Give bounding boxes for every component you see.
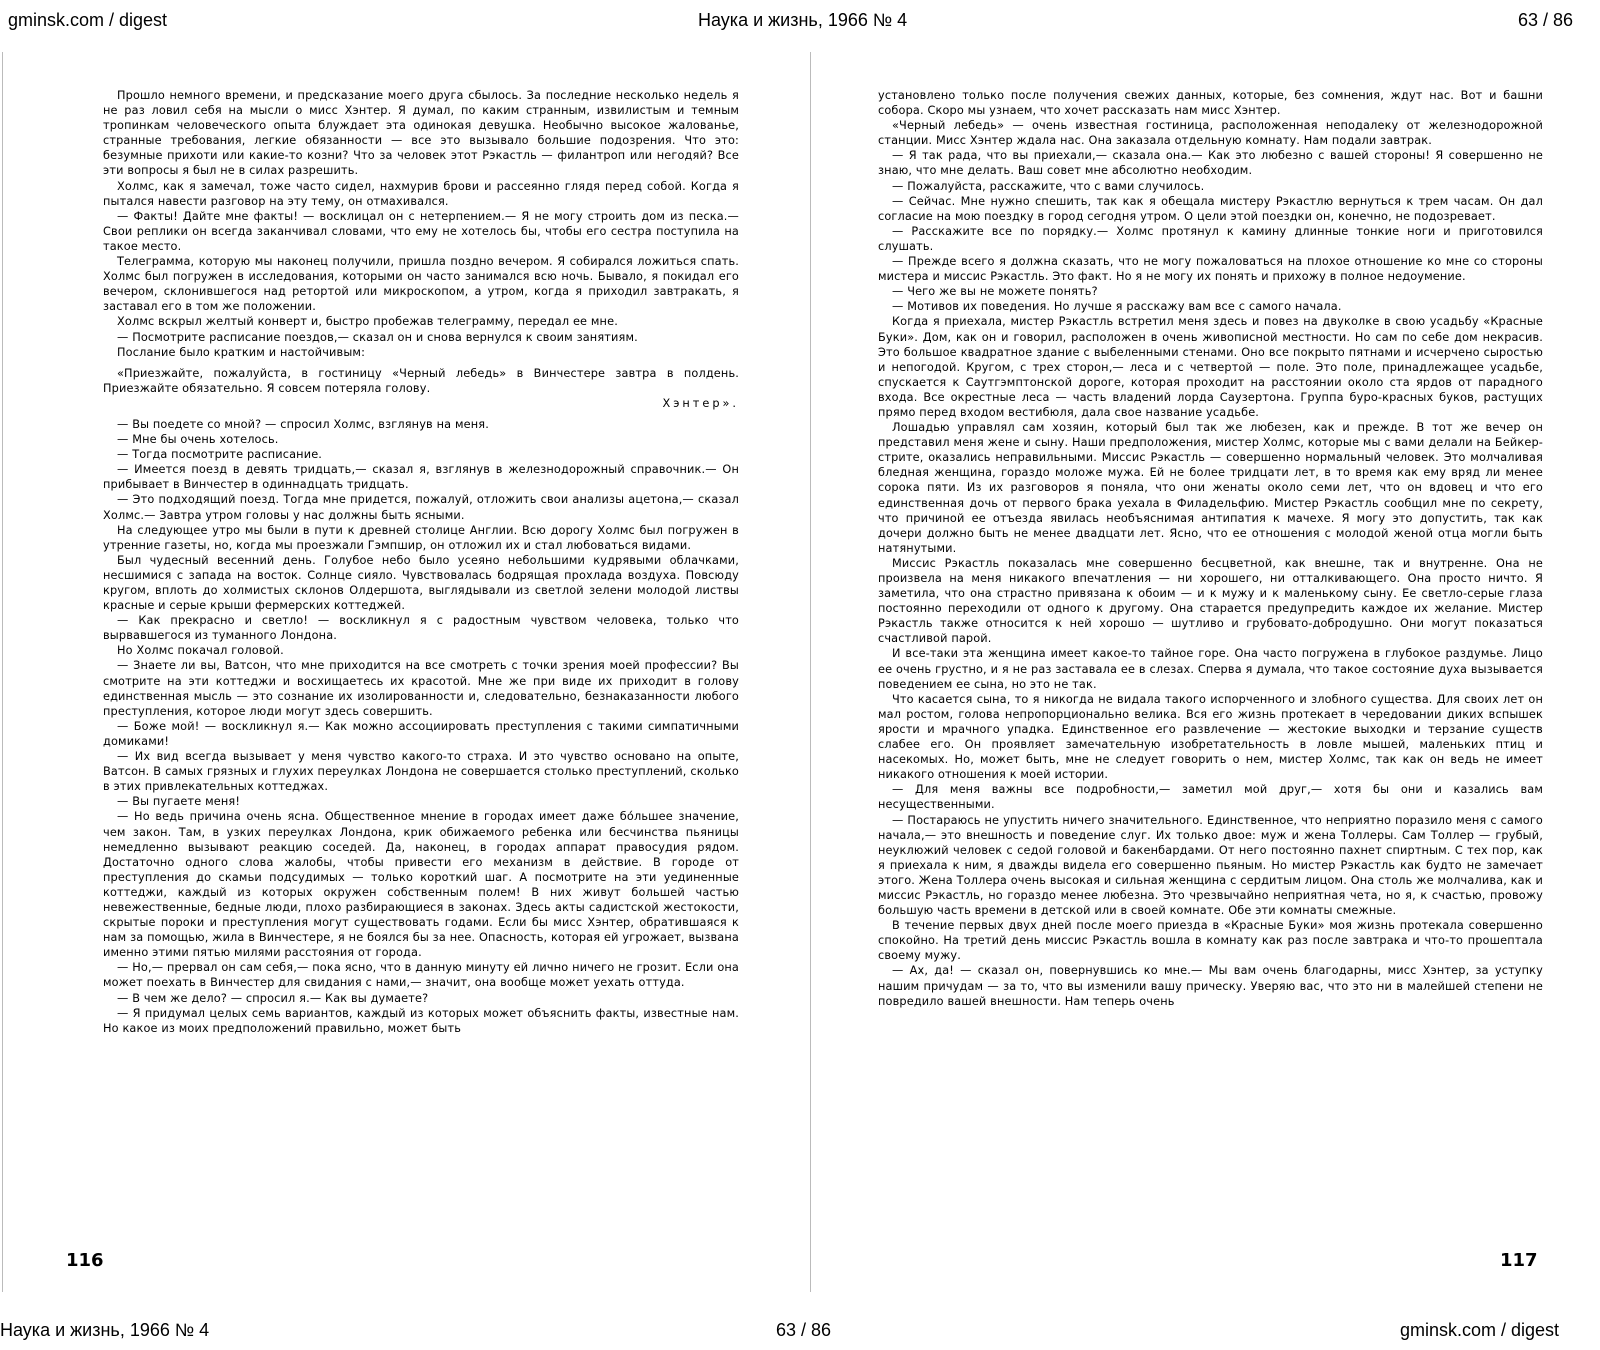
paragraph: Когда я приехала, мистер Рэкастль встретил меня здесь и повез на двуколке в свою усадьбу «Красные Буки». Дом, как он и говорил, расположен в очень живописной местности. Но сам по себе дом некрасив. Это большое квадратное здание с выбеленными стенами. Оно все покрыто пятнами и исчерчено сыростью и непогодой. Кругом, с трех сторон,— леса и с четвертой — поле. Это поле, принадлежащее усадьбе, спускается к Саутгэмптонской дороге, которая проходит на расстоянии около ста ярдов от парадного входа. Все окрестные леса — часть владений лорда Саузертона. Группа буро-красных буков, растущих прямо перед входом вестибюля, дала свое название усадьбе. — [878, 315, 1543, 419]
paragraph: — Но ведь причина очень ясна. Общественное мнение в городах имеет даже бо́льшее значение, чем закон. Там, в узких переулках Лондона, крик обижаемого ребенка или бесчинства пьяницы немедленно вызывают реакцию соседей. Да, наконец, в городах аппарат правосудия рядом. Достаточно одного слова жалобы, чтобы привести его механизм в действие. В городе от преступления до скамьи подсудимых — только короткий шаг. А посмотрите на эти уединенные коттеджи, каждый из которых окружен собственным полем! В них живут большей частью невежественные, бедные люди, плохо разбирающиеся в законах. Здесь акты садистской жестокости, скрытые пороки и преступления могут существовать годами. Если бы мисс Хэнтер, обратившаяся к нам за помощью, жила в Винчестере, я не боялся бы за нее. Опасность, которая ей угрожает, вызвана именно этими пятью милями расстояния от города. — [103, 810, 739, 960]
paragraph: Но Холмс покачал головой. — [117, 644, 284, 658]
paragraph: Миссис Рэкастль показалась мне совершенно бесцветной, как внешне, так и внутренне. Она не произвела на меня никакого впечатления — ни хорошего, ни отталкивающего. Она просто ничто. Я заметила, что она страстно привязана к обоим — и к мужу и к маленькому сыну. Ее светло-серые глаза постоянно переходили от одного к другому. Она старается предупредить каждое их желание. Мистер Рэкастль также относится к ней хорошо — шутливо и грубовато-добродушно. Они могут показаться счастливой парой. — [878, 556, 1543, 646]
page-number-right: 117 — [1500, 1250, 1538, 1271]
paragraph: В течение первых двух дней после моего приезда в «Красные Буки» моя жизнь протекала совершенно спокойно. На третий день миссис Рэкастль вошла в комнату как раз после завтрака и что-то прошептала своему мужу. — [878, 919, 1543, 963]
header-site[interactable]: gminsk.com / digest — [8, 10, 168, 30]
paragraph: — Вы поедете со мной? — спросил Холмс, взглянув на меня. — [117, 417, 489, 431]
paragraph: На следующее утро мы были в пути к древней столице Англии. Всю дорогу Холмс был погружен в утренние газеты, но, когда мы проезжали Гэмпшир, он отложил их и стал любоваться видами. — [103, 523, 739, 552]
page-divider — [810, 52, 811, 1292]
paragraph: И все-таки эта женщина имеет какое-то тайное горе. Она часто погружена в глубокое раздумье. Лицо ее очень грустно, и я не раз заставала ее в слезах. Сперва я думала, что такое состояние духа вызывается поведением ее сына, но это не так. — [878, 647, 1543, 691]
paragraph: — Пожалуйста, расскажите, что с вами случилось. — [892, 179, 1205, 193]
paragraph: — В чем же дело? — спросил я.— Как вы думаете? — [117, 991, 429, 1005]
paragraph: — Ах, да! — сказал он, повернувшись ко мне.— Мы вам очень благодарны, мисс Хэнтер, за уступку нашим причудам — за то, что вы изменили вашу прическу. Уверяю вас, что это ни в малейшей степени не повредило вашей внешности. Нам теперь очень — [878, 964, 1543, 1008]
paragraph: — Факты! Дайте мне факты! — восклицал он с нетерпением.— Я не могу строить дом из песка.— Свои реплики он всегда заканчивал словами, что ему не хотелось бы, чтобы его сестра поступила на такое место. — [103, 209, 739, 253]
paragraph: — Прежде всего я должна сказать, что не могу пожаловаться на плохое отношение ко мне со стороны мистера и миссис Рэкастль. Это факт. Но я не могу их понять и прихожу в полное недоумение. — [878, 255, 1543, 284]
paragraph: — Их вид всегда вызывает у меня чувство какого-то страха. И это чувство основано на опыте, Ватсон. В самых грязных и глухих переулках Лондона не совершается столько преступлений, сколько в этих привлекательных коттеджах. — [103, 750, 739, 794]
paragraph: — Вы пугаете меня! — [117, 795, 241, 809]
paragraph: «Черный лебедь» — очень известная гостиница, расположенная неподалеку от железнодорожной станции. Мисс Хэнтер ждала нас. Она заказала отдельную комнату. Нам подали завтрак. — [878, 119, 1543, 148]
paragraph: — Сейчас. Мне нужно спешить, так как я обещала мистеру Рэкастлю вернуться к трем часам. Он дал согласие на мою поездку в город сегодня утром. О цели этой поездки он, конечно, не подозревает. — [878, 194, 1543, 223]
left-page — [103, 88, 739, 1036]
paragraph: — Тогда посмотрите расписание. — [117, 448, 323, 462]
paragraph: Телеграмма, которую мы наконец получили, пришла поздно вечером. Я собирался ложиться спать. Холмс был погружен в исследования, которыми он часто занимался всю ночь. Бывало, я покидал его вечером, склонившегося над ретортой или микроскопом, а утром, когда я приходил завтракать, я заставал его в том же положении. — [103, 255, 739, 314]
paragraph: Лошадью управлял сам хозяин, который был так же любезен, как и прежде. В тот же вечер он представил меня жене и сыну. Наши предположения, мистер Холмс, которые мы с вами делали на Бейкер-стрите, оказались неправильными. Миссис Рэкастль — совершенно нормальный человек. Это молчаливая бледная женщина, гораздо моложе мужа. Ей не более тридцати лет, в то время как ему вряд ли менее сорока пяти. Из их разговоров я поняла, что они женаты около семи лет, что он вдовец и что его единственная дочь от первого брака уехала в Филадельфию. Мистер Рэкастль сообщил мне по секрету, что причиной ее отъезда явилась необъяснимая антипатия к мачехе. Я могу это допустить, так как дочери должно быть не менее двадцати лет. Ясно, что ее отношения с молодой женой отца могли быть натянутыми. — [878, 421, 1543, 555]
paragraph: — Посмотрите расписание поездов,— сказал он и снова вернулся к своим занятиям. — [117, 330, 638, 344]
paragraph: — Мотивов их поведения. Но лучше я расскажу вам все с самого начала. — [892, 300, 1342, 314]
header-pager: 63 / 86 — [1518, 10, 1574, 30]
paragraph: — Но,— прервал он сам себя,— пока ясно, что в данную минуту ей лично ничего не грозит. Если она может поехать в Винчестер для свидания с нами,— значит, она вообще может уехать оттуда. — [103, 961, 739, 990]
right-page — [878, 88, 1543, 1009]
left-edge — [2, 52, 3, 1292]
paragraph: — Как прекрасно и светло! — воскликнул я с радостным чувством человека, только что вырвавшегося из туманного Лондона. — [103, 614, 739, 643]
footer-pager: 63 / 86 — [776, 1320, 832, 1340]
paragraph: Холмс вскрыл желтый конверт и, быстро пробежав телеграмму, передал ее мне. — [117, 315, 618, 329]
paragraph: — Боже мой! — воскликнул я.— Как можно ассоциировать преступления с такими симпатичными домиками! — [103, 719, 739, 748]
paragraph: — Я придумал целых семь вариантов, каждый из которых может объяснить факты, известные нам. Но какое из моих предположений правильно, может быть — [103, 1006, 739, 1035]
paragraph: — Постараюсь не упустить ничего значительного. Единственное, что неприятно поразило меня с самого начала,— это внешность и поведение слуг. Их только двое: муж и жена Толлеры. Сам Толлер — грубый, неуклюжий человек с седой головой и бакенбардами. От него постоянно пахнет спиртным. С тех пор, как я приехала к ним, я дважды видела его совершенно пьяным. Но мистер Рэкастль как будто не замечает этого. Жена Толлера очень высокая и сильная женщина с сердитым лицом. Она столь же молчалива, как и миссис Рэкастль, но гораздо менее любезна. Это чрезвычайно неприятная чета, но я, к счастью, провожу большую часть времени в детской или в своей комнате. Обе эти комнаты смежные. — [878, 813, 1543, 918]
paragraph: Был чудесный весенний день. Голубое небо было усеяно небольшими кудрявыми облачками, несшимися с запада на восток. Солнце сияло. Чувствовалась бодрящая прохлада воздуха. Повсюду кругом, вплоть до холмистых склонов Олдершота, выглядывали из светлой зелени молодой листвы красные и серые крыши фермерских коттеджей. — [103, 553, 739, 613]
paragraph: — Для меня важны все подробности,— заметил мой друг,— хотя бы они и казались вам несущественными. — [878, 783, 1543, 812]
paragraph: Послание было кратким и настойчивым: — [117, 345, 366, 359]
page-number-left: 116 — [66, 1250, 104, 1271]
paragraph: — Я так рада, что вы приехали,— сказала она.— Как это любезно с вашей стороны! Я совершенно не знаю, что мне делать. Ваш совет мне абсолютно необходим. — [878, 149, 1543, 178]
paragraph: — Имеется поезд в девять тридцать,— сказал я, взглянув в железнодорожный справочник.— Он прибывает в Винчестер в одиннадцать тридцать. — [103, 463, 739, 492]
paragraph: — Чего же вы не можете понять? — [892, 285, 1098, 299]
paragraph: — Это подходящий поезд. Тогда мне придется, пожалуй, отложить свои анализы ацетона,— сказал Холмс.— Завтра утром головы у нас должны быть ясными. — [103, 493, 739, 522]
paragraph: — Знаете ли вы, Ватсон, что мне приходится на все смотреть с точки зрения моей профессии? Вы смотрите на эти коттеджи и восхищаетесь их красотой. Мне же при виде их приходит в голову единственная мысль — это сознание их изолированности и, следовательно, безнаказанности любого преступления, которое люди могут здесь совершить. — [103, 659, 739, 718]
paragraph: — Мне бы очень хотелось. — [117, 433, 279, 447]
telegram-text: «Приезжайте, пожалуйста, в гостиницу «Черный лебедь» в Винчестере завтра в полдень. Приезжайте обязательно. Я совсем потеряла голову. — [103, 366, 739, 395]
header-title: Наука и жизнь, 1966 № 4 — [698, 10, 908, 30]
paragraph: — Расскажите все по порядку.— Холмс протянул к камину длинные тонкие ноги и приготовился слушать. — [878, 224, 1543, 253]
paragraph: Холмс, как я замечал, тоже часто сидел, нахмурив брови и рассеянно глядя перед собой. Когда я пытался навести разговор на эту тему, он отмахивался. — [103, 179, 739, 208]
paragraph: Прошло немного времени, и предсказание моего друга сбылось. За последние несколько недель я не раз ловил себя на мысли о мисс Хэнтер. Я думал, по каким странным, извилистым и темным тропинкам человеческого опыта блуждает эта одинокая девушка. Необычно высокое жалованье, странные требования, легкие обязанности — все это вызывало большие подозрения. Что это: безумные прихоти или какие-то козни? Что за человек этот Рэкастль — филантроп или негодяй? Все эти вопросы я был не в силах разрешить. — [103, 89, 739, 178]
paragraph: Что касается сына, то я никогда не видала такого испорченного и злобного существа. Для своих лет он мал ростом, голова непропорционально велика. Вся его жизнь протекает в чередовании диких вспышек ярости и мрачного упадка. Единственное его развлечение — жестокие выходки и терзание существ слабее его. Он проявляет замечательную изобретательность в ловле мышей, маленьких птиц и насекомых. Но, может быть, мне не следует говорить о нем, мистер Холмс, так как он ведь не имеет никакого отношения к моей истории. — [878, 692, 1543, 782]
paragraph: установлено только после получения свежих данных, которые, без сомнения, ждут нас. Вот и башни собора. Скоро мы узнаем, что хочет рассказать нам мисс Хэнтер. — [878, 89, 1543, 118]
telegram-signature: Хэнтер». — [662, 396, 739, 410]
footer-title: Наука и жизнь, 1966 № 4 — [0, 1320, 210, 1340]
footer-site[interactable]: gminsk.com / digest — [1400, 1320, 1560, 1340]
